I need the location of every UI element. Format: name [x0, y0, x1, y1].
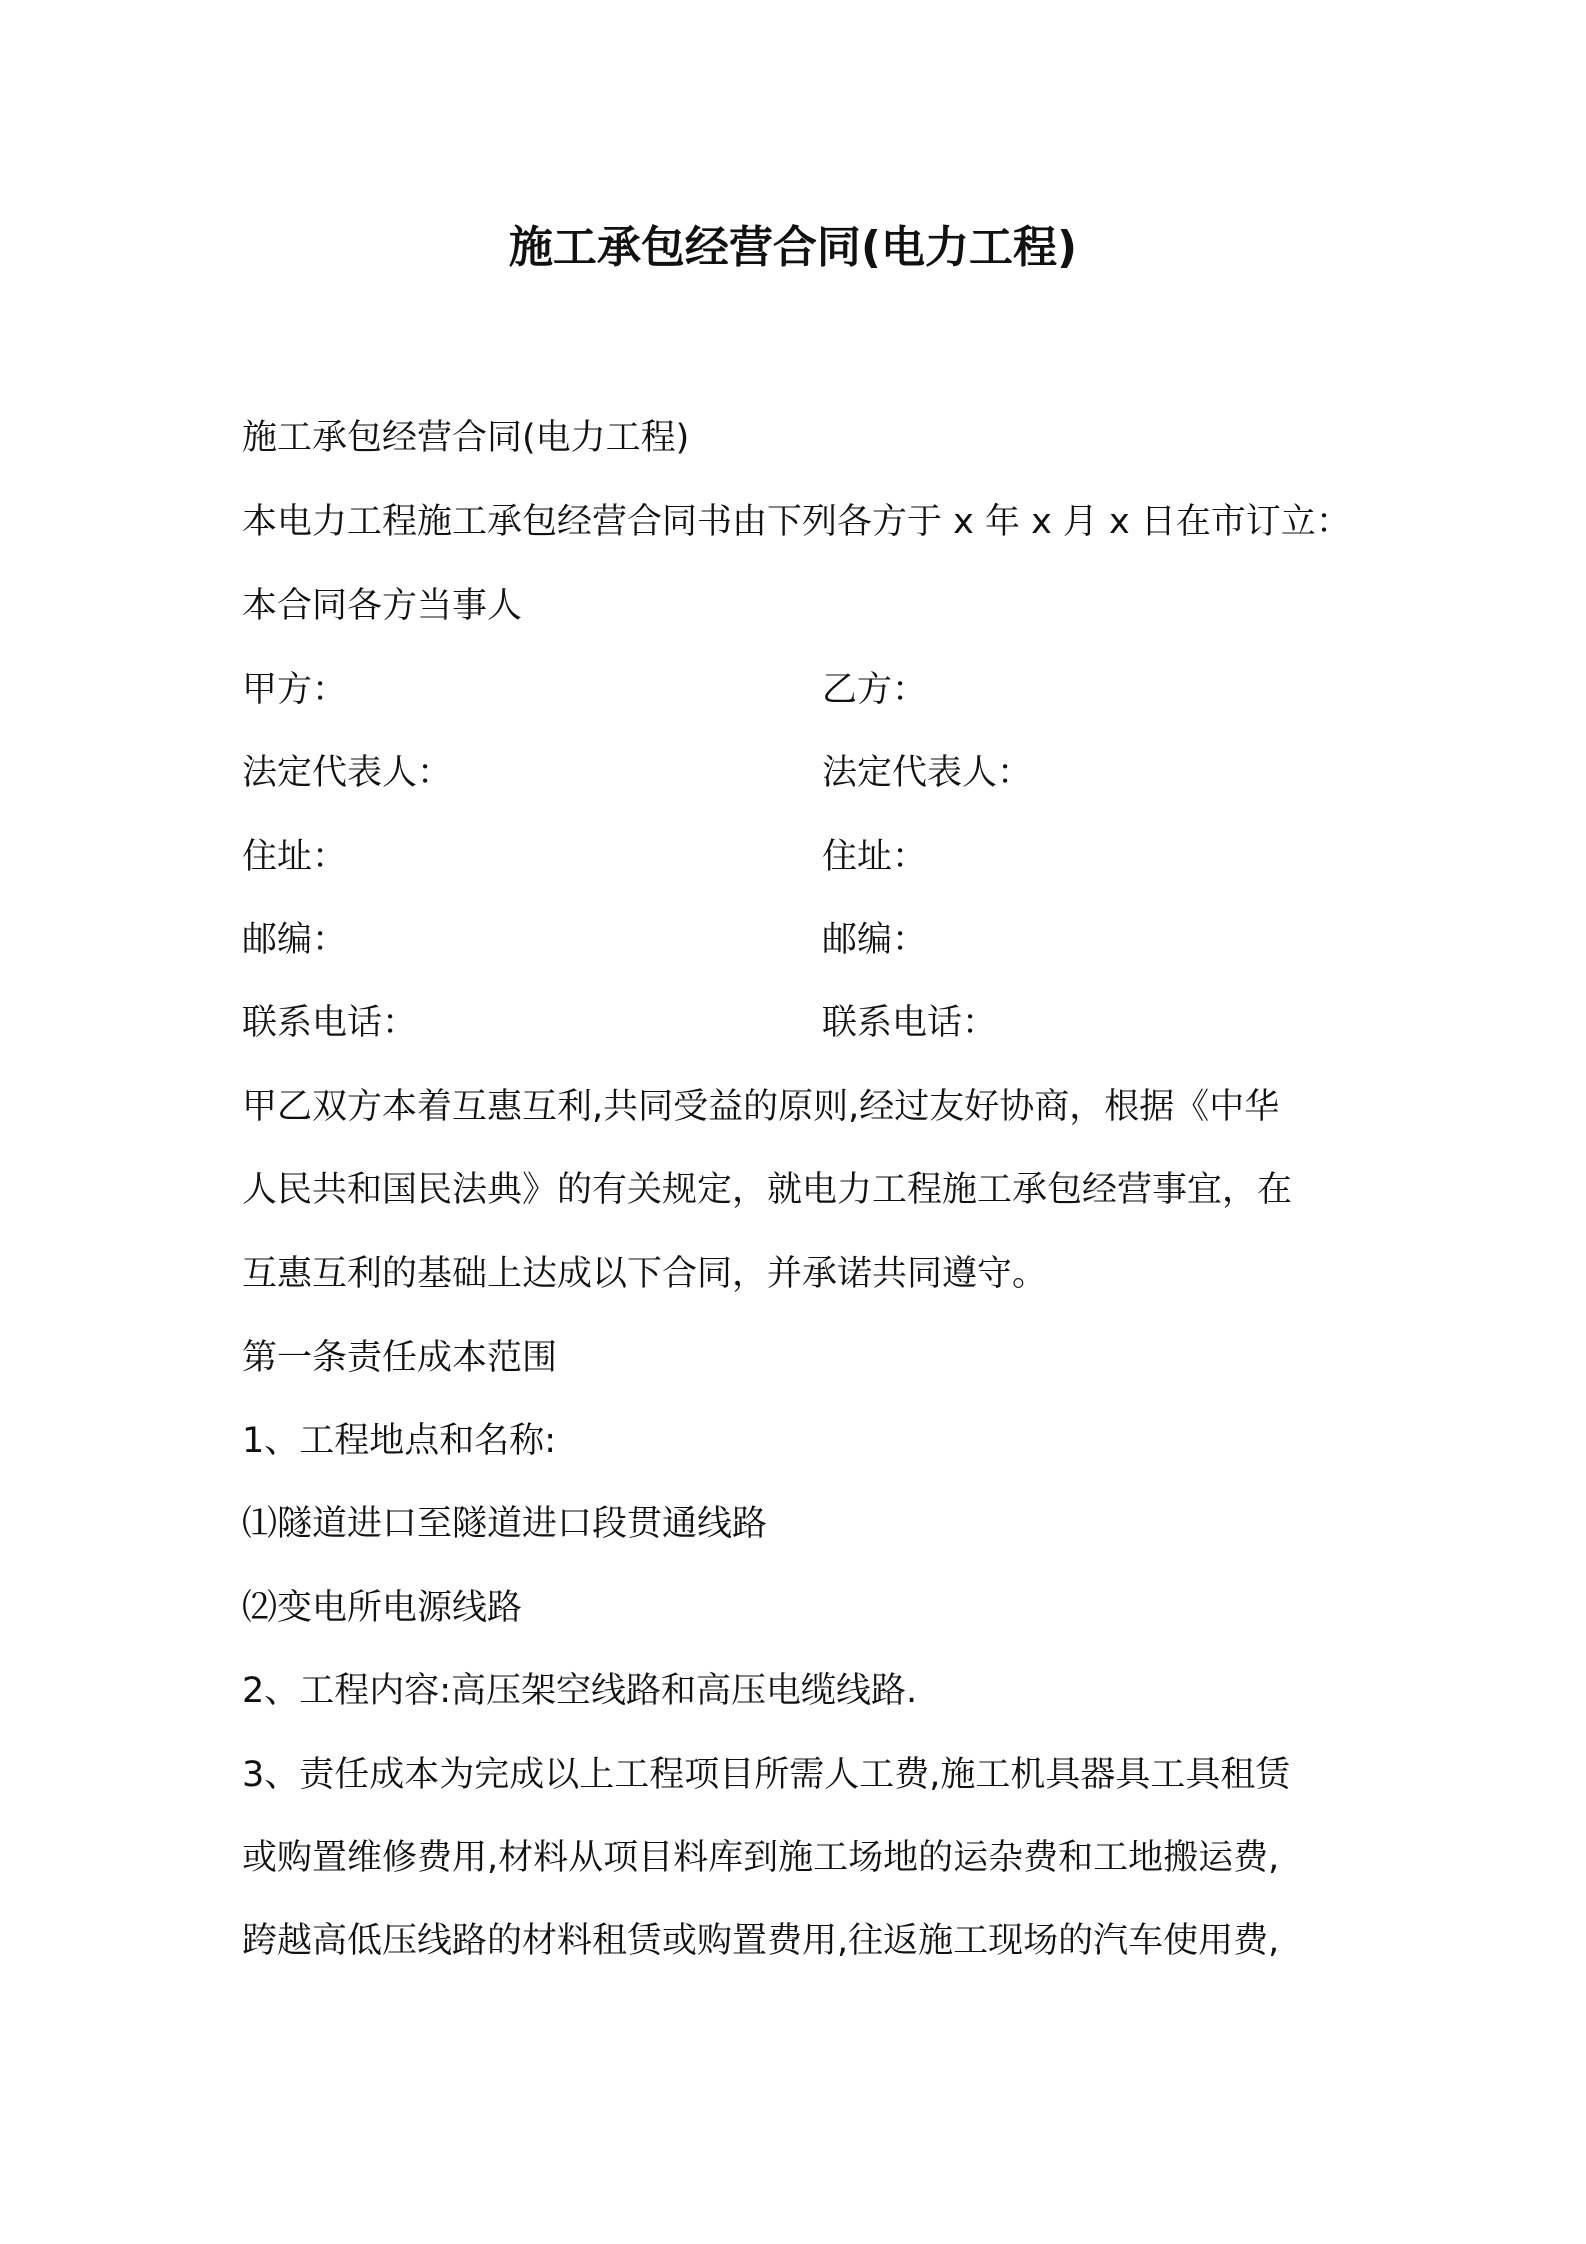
party-a-phone-label: 联系电话：	[242, 1003, 418, 1043]
party-row-address	[242, 833, 928, 881]
party-row-phone	[242, 999, 998, 1047]
item-1: 1、工程地点和名称:	[242, 1421, 557, 1461]
party-a-representative-label: 法定代表人：	[242, 753, 453, 793]
document-subtitle: 施工承包经营合同(电力工程)	[242, 418, 690, 458]
party-b-address-label: 住址：	[822, 837, 928, 877]
party-row-name	[242, 666, 928, 714]
article-1-heading: 第一条责任成本范围	[242, 1338, 558, 1378]
preamble-line: 人民共和国民法典》的有关规定，就电力工程施工承包经营事宜，在	[242, 1170, 1293, 1210]
party-row-representative	[242, 749, 1033, 797]
party-a-address-label: 住址：	[242, 837, 348, 877]
document-title: 施工承包经营合同(电力工程)	[508, 222, 1078, 273]
parties-heading: 本合同各方当事人	[242, 586, 523, 626]
preamble-line: 互惠互利的基础上达成以下合同，并承诺共同遵守。	[242, 1254, 1048, 1294]
party-b-label: 乙方：	[822, 670, 928, 710]
item-3-line: 或购置维修费用,材料从项目料库到施工场地的运杂费和工地搬运费,	[242, 1838, 1280, 1878]
item-3-line: 跨越高低压线路的材料租赁或购置费用,往返施工现场的汽车使用费,	[242, 1921, 1280, 1961]
item-3-line: 3、责任成本为完成以上工程项目所需人工费,施工机具器具工具租赁	[242, 1755, 1291, 1795]
item-1-sub-2: ⑵变电所电源线路	[242, 1588, 523, 1628]
party-b-phone-label: 联系电话：	[822, 1003, 998, 1043]
party-row-postcode	[242, 916, 928, 964]
preamble-line: 甲乙双方本着互惠互利,共同受益的原则,经过友好协商，根据《中华	[242, 1087, 1280, 1127]
party-a-label: 甲方：	[242, 670, 348, 710]
item-1-sub-1: ⑴隧道进口至隧道进口段贯通线路	[242, 1504, 768, 1544]
party-b-postcode-label: 邮编：	[822, 920, 928, 960]
intro-paragraph: 本电力工程施工承包经营合同书由下列各方于 x 年 x 月 x 日在市订立：	[242, 502, 1351, 542]
party-b-representative-label: 法定代表人：	[822, 753, 1033, 793]
party-a-postcode-label: 邮编：	[242, 920, 348, 960]
item-2: 2、工程内容:高压架空线路和高压电缆线路.	[242, 1671, 918, 1711]
